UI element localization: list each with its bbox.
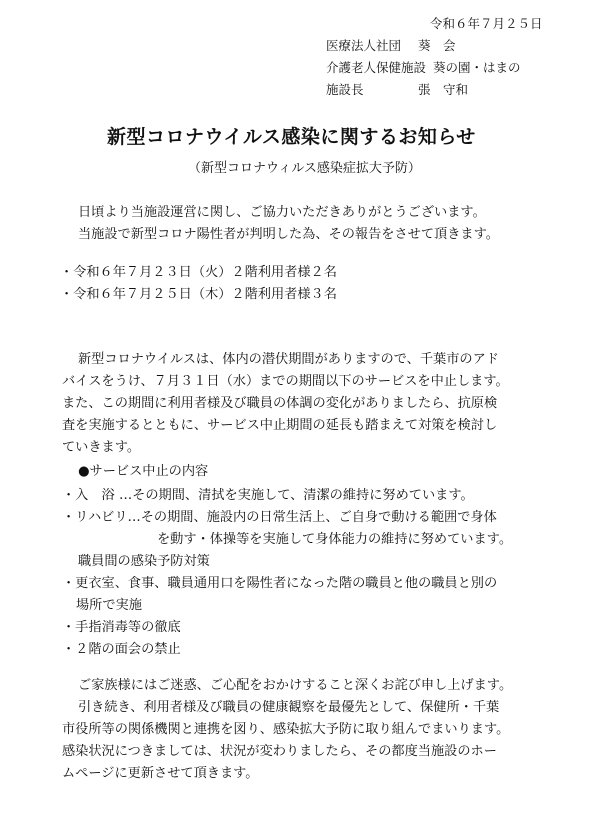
notice-line-4: 査を実施するとともに、サービス中止期間の延長も踏まえて対策を検討し xyxy=(62,418,498,433)
notice-line-2: バイスをうけ、７月３１日（水）までの期間以下のサービスを中止します。 xyxy=(62,374,509,389)
prevention-line-3: ・手指消毒等の徹底 xyxy=(62,620,181,635)
service-line-2: ・リハビリ…その期間、施設内の日常生活上、ご自身で動ける範囲で身体 xyxy=(62,510,497,525)
closing-line-2: 引き続き、利用者様及び職員の健康観察を最優先として、保健所・千葉 xyxy=(78,700,500,715)
case-line-1: ・令和６年７月２３日（火）２階利用者様２名 xyxy=(60,265,337,280)
case-line-2: ・令和６年７月２５日（木）２階利用者様３名 xyxy=(60,287,337,302)
service-heading: ●サービス中止の内容 xyxy=(78,464,209,479)
notice-line-1: 新型コロナウイルスは、体内の潜伏期間がありますので、千葉市のアド xyxy=(78,352,499,367)
director-label: 施設長 xyxy=(326,82,364,97)
service-line-1: ・入 浴 …その期間、清拭を実施して、清潔の維持に努めています。 xyxy=(62,488,474,503)
prevention-line-1: ・更衣室、食事、職員通用口を陽性者になった階の職員と他の職員と別の xyxy=(62,576,498,591)
prevention-line-4: ・２階の面会の禁止 xyxy=(62,642,181,657)
document-subtitle: （新型コロナウィルス感染症拡大予防） xyxy=(188,161,421,176)
document-title: 新型コロナウイルス感染に関するお知らせ xyxy=(107,126,476,148)
org-name: 葵 会 xyxy=(418,38,456,53)
intro-line-1: 日頃より当施設運営に関し、ご協力いただきありがとうございます。 xyxy=(78,205,486,220)
prevention-heading: 職員間の感染予防対策 xyxy=(78,554,210,569)
prevention-line-2: 場所で実施 xyxy=(76,598,142,613)
closing-line-1: ご家族様にはご迷惑、ご心配をおかけすること深くお詫び申し上げます。 xyxy=(78,678,513,693)
closing-line-3: 市役所等の関係機関と連携を図り、感染拡大予防に取り組んでまいります。 xyxy=(62,722,510,737)
document-date: 令和６年７月２５日 xyxy=(430,16,543,31)
intro-line-2: 当施設で新型コロナ陽性者が判明した為、その報告をさせて頂きます。 xyxy=(78,227,499,242)
director-name: 張 守和 xyxy=(418,82,469,97)
service-line-3: を動す・体操等を実施して身体能力の維持に努めています。 xyxy=(157,532,513,547)
closing-line-4: 感染状況につきましては、状況が変わりましたら、その都度当施設のホー xyxy=(62,744,497,759)
notice-line-5: ていきます。 xyxy=(62,440,141,455)
org-label: 医療法人社団 xyxy=(326,38,402,53)
closing-line-5: ムページに更新させて頂きます。 xyxy=(62,766,259,781)
notice-line-3: また、この期間に利用者様及び職員の体調の変化がありましたら、抗原検 xyxy=(62,396,498,411)
facility-label: 介護老人保健施設 xyxy=(326,60,427,75)
facility-name: 葵の園・はまの xyxy=(433,60,521,75)
